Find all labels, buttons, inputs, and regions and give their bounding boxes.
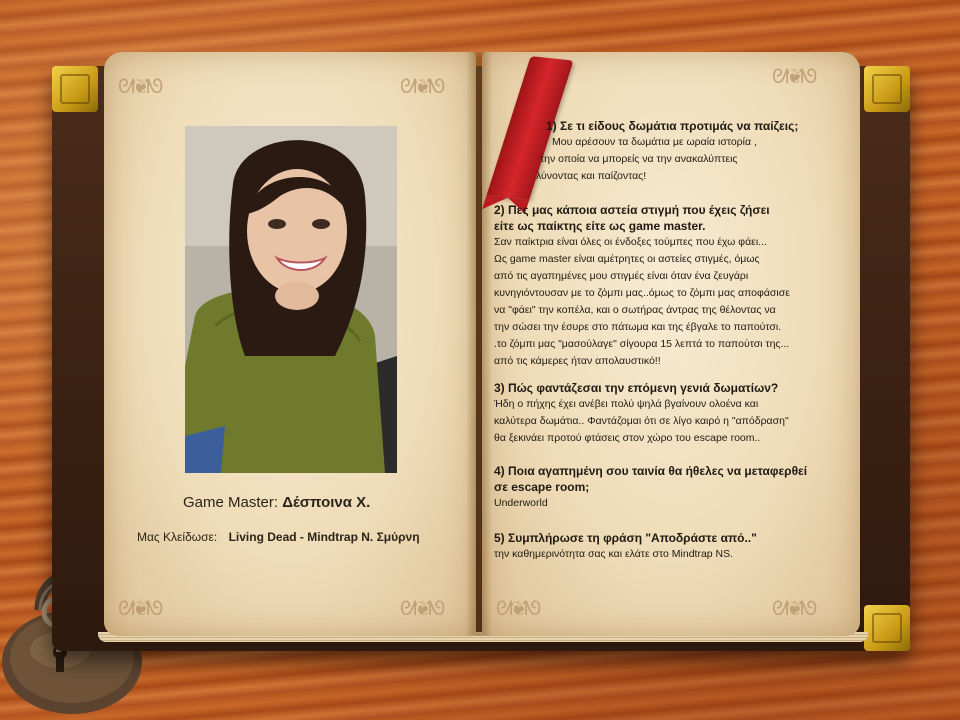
game-master-name: Δέσποινα Χ. [282, 494, 371, 511]
game-master-caption [183, 494, 370, 511]
game-master-label: Game Master: [183, 494, 279, 511]
answer-2-line: από τις κάμερες ήταν απολαυστικό!! [494, 355, 661, 367]
question-4-line: 4) Ποια αγαπημένη σου ταινία θα ήθελες να μεταφερθεί [494, 464, 808, 478]
answer-3-line: Ήδη ο πήχης έχει ανέβει πολύ ψηλά βγαίνουν ολοένα και [494, 398, 759, 410]
question-2-line: είτε ως παίκτης είτε ως game master. [494, 219, 706, 233]
answer-3-line: καλύτερα δωμάτια.. Φαντάζομαι ότι σε λίγο καιρό η "απόδραση" [494, 415, 789, 427]
gold-corner-top-left [52, 66, 98, 112]
question-1-block [536, 118, 799, 185]
gold-corner-top-right [864, 66, 910, 112]
answer-4: Underworld [494, 497, 548, 509]
question-2-line: 2) Πες μας κάποια αστεία στιγμή που έχεις ζήσει [494, 203, 770, 217]
answer-2-line: .το ζόμπι μας "μασούλαγε" σίγουρα 15 λεπτά το παπούτσι της... [494, 338, 790, 350]
answer-2-line: από τις αγαπημένες μου στιγμές είναι όταν ένα ζευγάρι [494, 270, 749, 282]
question-2-block [494, 202, 790, 370]
answer-1-line: Μου αρέσουν τα δωμάτια με ωραία ιστορία , [552, 136, 757, 148]
answer-2-line: Σαν παίκτρια είναι όλες οι ένδοξες τούμπες που έχω φάει... [494, 236, 767, 248]
page-flourish: ᘛ❦ᘚ [772, 64, 816, 88]
page-flourish: ᘛ❦ᘚ [400, 74, 444, 98]
answer-1-line: την οποία να μπορείς να την ανακαλύπτεις [540, 153, 738, 165]
question-3-block [494, 380, 789, 447]
question-3: 3) Πώς φαντάζεσαι την επόμενη γενιά δωματίων? [494, 381, 779, 395]
gold-corner-bottom-right [864, 605, 910, 651]
answer-3-line: θα ξεκινάει προτού φτάσεις στον χώρο του escape room.. [494, 432, 761, 444]
page-flourish: ᘛ❦ᘚ [496, 596, 540, 620]
answer-2-line: Ως game master είναι αμέτρητες οι αστείες στιγμές, όμως [494, 253, 760, 265]
answer-2-line: κυνηγιόντουσαν με το ζόμπι μας..όμως το ζόμπι μας αποφάσισε [494, 287, 790, 299]
page-flourish: ᘛ❦ᘚ [772, 596, 816, 620]
answer-2-line: την σώσει την έσυρε στο πάτωμα και της έβγαλε το παπούτσι. [494, 321, 782, 333]
book-gutter [466, 52, 492, 636]
locked-caption [137, 530, 420, 544]
answer-5: την καθημερινότητα σας και ελάτε στο Mindtrap NS. [494, 548, 734, 560]
portrait-photo [185, 126, 397, 473]
page-flourish: ᘛ❦ᘚ [400, 596, 444, 620]
page-flourish: ᘛ❦ᘚ [118, 596, 162, 620]
question-4-block [494, 463, 807, 512]
question-1: 1) Σε τι είδους δωμάτια προτιμάς να παίζεις; [546, 119, 799, 133]
page-flourish: ᘛ❦ᘚ [118, 74, 162, 98]
question-5: 5) Συμπλήρωσε τη φράση "Αποδράστε από.." [494, 531, 757, 545]
locked-label: Μας Κλείδωσε: [137, 530, 218, 544]
answer-1-line: λύνοντας και παίζοντας! [536, 170, 647, 182]
answer-2-line: να "φάει" την κοπέλα, και ο σωτήρας άντρας της θέλοντας να [494, 304, 776, 316]
question-4-line: σε escape room; [494, 480, 590, 494]
locked-room: Living Dead - Mindtrap Ν. Σμύρνη [228, 530, 420, 544]
question-5-block [494, 530, 757, 563]
